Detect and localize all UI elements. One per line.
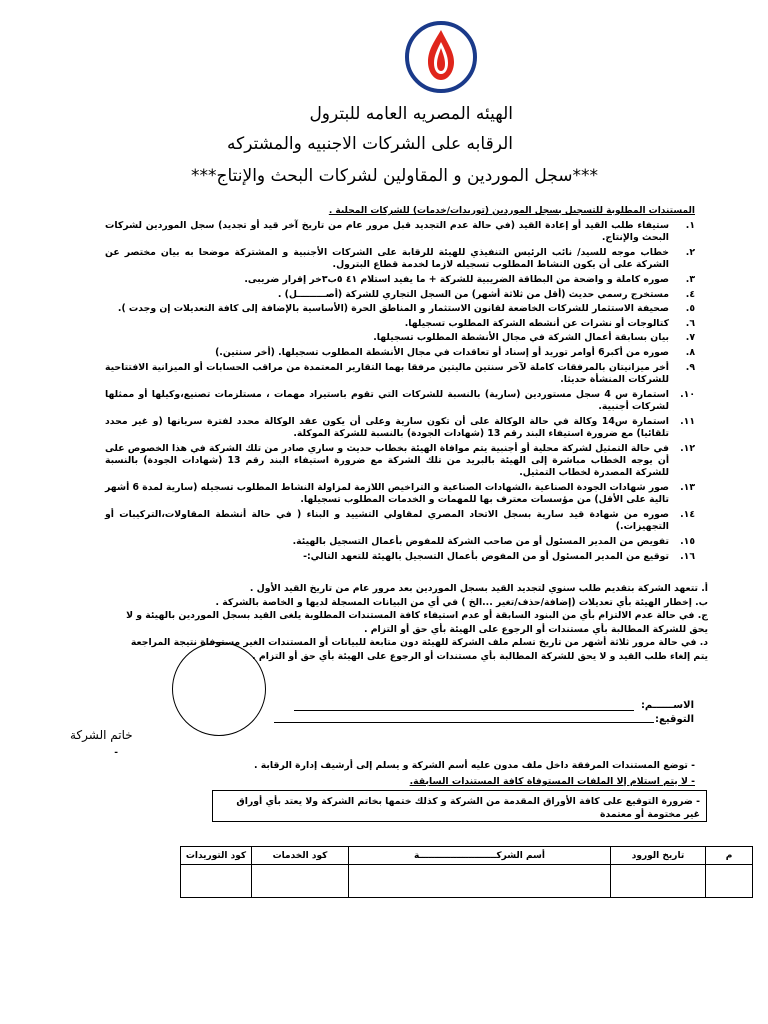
item-text: في حالة التمثيل لشركة محلية أو أجنبية يتم موافاة الهيئة بخطاب حديث و ساري صادر من تلك الشركة في هذا الخصوص على أن يوجه الخطاب مباشرة إلى الهيئة بالبريد من تلك الشركة مع ضرورة استيفاء البند رقم 13 (شهادات الجودة) بالنسبة للشركة المصدرة لخطاب التمثيل. bbox=[105, 442, 670, 479]
item-text: كتالوجات أو نشرات عن أنشطه الشركة المطلوب تسجيلها. bbox=[404, 317, 669, 329]
item-text: توقيع من المدير المسئول أو من المفوض بأعمال التسجيل بالهيئة للتعهد التالي:- bbox=[303, 550, 669, 562]
department-name: الرقابه على الشركات الاجنبيه والمشتركه bbox=[227, 134, 513, 154]
table-header-row bbox=[181, 847, 753, 865]
list-item bbox=[105, 536, 695, 548]
item-text: تفويض من المدير المسئول أو من صاحب الشركة للمفوض بأعمال التسجيل بالهيئة. bbox=[292, 535, 669, 547]
dash-mark: - bbox=[114, 748, 118, 758]
item-text: بيان بسابقة أعمال الشركة في مجال الأنشطة المطلوب تسجيلها. bbox=[373, 332, 669, 344]
table-cell[interactable] bbox=[252, 865, 349, 898]
name-label: الاســــــم: bbox=[640, 700, 694, 711]
item-number: ١٣. bbox=[680, 481, 695, 493]
item-text: صوره من شهادة قيد سارية بسجل الاتحاد المصري لمقاولي التشييد و البناء ( في حالة أنشطة المقاولات،التركيبات أو التجهيزات.) bbox=[105, 508, 669, 533]
list-item bbox=[105, 509, 695, 534]
col-arrival-date: تاريخ الورود bbox=[611, 847, 706, 865]
item-number: ١. bbox=[685, 220, 695, 231]
item-number: ١٠. bbox=[680, 388, 695, 400]
item-text: صور شهادات الجودة الصناعية ،الشهادات الصناعية و التراخيص اللازمة لمزاولة النشاط المطلوب تسجيله (سارية لمدة 6 أشهر تالية على الأقل) من مؤسسات معترف بها للمهمات و الخدمات المطلوب تسجيلها. bbox=[105, 481, 669, 506]
list-item bbox=[105, 416, 695, 441]
undertaking-item: ب. إخطار الهيئة بأي تعديلات (إضافة/حذف/تغير ...الخ ) في أي من البيانات المسجلة لديها و الخاصة بالشركة . bbox=[215, 596, 708, 608]
list-item bbox=[105, 303, 695, 315]
item-number: ٦. bbox=[685, 317, 695, 329]
item-number: ١٢. bbox=[680, 442, 695, 454]
signature-line[interactable] bbox=[274, 722, 654, 723]
note-complete-files-text: - لا يتم استلام إلا الملفات المستوفاة كافة المستندات السابقة. bbox=[409, 776, 695, 787]
requirements-list bbox=[105, 220, 695, 565]
item-text: استمارة س14 وكالة في حالة الوكالة على أن تكون سارية وعلى أن يكون عقد الوكالة محدد لفترة سريانها (و غير محدد تلقائيا) مع ضرورة استيفاء البند رقم 13 (شهادات الجودة) بالنسبة للشركة الموكلة. bbox=[105, 415, 669, 439]
table-cell[interactable] bbox=[181, 865, 252, 898]
signature-requirement-box: - ضرورة التوقيع على كافة الأوراق المقدمة من الشركة و كذلك ختمها بخاتم الشركة ولا يعتد بأي أوراق غير مختومة أو معتمدة bbox=[212, 790, 707, 822]
table-cell[interactable] bbox=[349, 865, 611, 898]
item-number: ١٤. bbox=[680, 508, 695, 520]
col-supplies-code: كود التوريدات bbox=[181, 847, 252, 865]
requirements-title: المستندات المطلوبة للتسجيل بسجل الموردين (توريدات/خدمات) للشركات المحلية . bbox=[328, 206, 695, 216]
company-stamp-area bbox=[172, 642, 266, 736]
table-cell[interactable] bbox=[611, 865, 706, 898]
list-item bbox=[105, 318, 695, 330]
item-number: ٢. bbox=[685, 247, 695, 258]
signature-label: التوقيع: bbox=[655, 714, 694, 725]
undertaking-item: أ. تتعهد الشركة بتقديم طلب سنوي لتجديد القيد بسجل الموردين بعد مرور عام من تاريخ القيد الأول . bbox=[249, 583, 708, 594]
list-item bbox=[105, 389, 695, 414]
item-number: ٣. bbox=[685, 274, 695, 285]
list-item bbox=[105, 289, 695, 301]
col-services-code: كود الخدمات bbox=[252, 847, 349, 865]
item-text: ستيفاء طلب القيد أو إعادة القيد (في حالة عدم التجديد قبل مرور عام من تاريخ آخر قيد أو تجديد) سجل الموردين لشركات البحث والإنتاج. bbox=[105, 220, 669, 244]
note-complete-files bbox=[410, 776, 695, 787]
col-company-name: أسم الشركـــــــــــــــــــــــــة bbox=[349, 847, 611, 865]
item-number: ٥. bbox=[685, 303, 695, 315]
name-line[interactable] bbox=[294, 710, 634, 711]
register-title: ***سجل الموردين و المقاولين لشركات البحث والإنتاج*** bbox=[190, 166, 598, 186]
list-item bbox=[105, 443, 695, 480]
list-item bbox=[105, 332, 695, 344]
egpc-logo bbox=[404, 20, 478, 94]
item-text: استمارة س 4 سجل مستوردين (سارية) بالنسبة للشركات التي تقوم باستيراد مهمات ، مستلزمات تصنيع،وكيلها أو ممثلها لشركات أجنبية. bbox=[105, 388, 669, 412]
org-name: الهيئه المصريه العامه للبترول bbox=[309, 104, 513, 124]
item-number: ١٦. bbox=[680, 550, 695, 562]
registration-table bbox=[180, 846, 753, 898]
col-serial: م bbox=[706, 847, 753, 865]
list-item bbox=[105, 347, 695, 359]
table-cell[interactable] bbox=[706, 865, 753, 898]
item-text: صحيفة الاستثمار للشركات الخاضعة لقانون الاستثمار و المناطق الحرة (الأساسية بالإضافة إلى كافة التعديلات إن وجدت ). bbox=[117, 303, 669, 315]
list-item bbox=[105, 482, 695, 507]
list-item bbox=[105, 220, 695, 245]
item-text: مستخرج رسمي حديث (أقل من ثلاثة أشهر) من السجل التجاري للشركة (أصـــــــــل) . bbox=[277, 288, 669, 300]
list-item bbox=[105, 362, 695, 387]
stamp-label: خاتم الشركة bbox=[70, 728, 133, 742]
item-number: ٤. bbox=[685, 288, 695, 300]
item-number: ١١. bbox=[680, 415, 695, 427]
item-number: ٧. bbox=[685, 332, 695, 344]
list-item bbox=[105, 551, 695, 563]
list-item bbox=[105, 274, 695, 286]
list-item bbox=[105, 247, 695, 272]
item-number: ١٥. bbox=[680, 535, 695, 547]
item-number: ٩. bbox=[685, 361, 695, 373]
undertaking-item: ج. في حالة عدم الالتزام بأي من البنود السابقة أو عدم استيفاء كافة المستندات المطلوبة يلغى القيد بسجل الموردين بالهيئة و لا يحق للشركة المطالبة بأي مستندات أو الرجوع على الهيئة بأي حق أو التزام . bbox=[126, 610, 708, 635]
item-text: خطاب موجه للسيد/ نائب الرئيس التنفيذي للهيئة للرقابة على الشركات الأجنبية و المشتركة موضحا به بيان مختصر عن الشركة على أن يكون النشاط المطلوب تسجيله لازما لخدمة قطاع البترول. bbox=[105, 247, 669, 271]
table-row bbox=[181, 865, 753, 898]
note-submission: - توضع المستندات المرفقة داخل ملف مدون عليه أسم الشركة و يسلم إلى أرشيف إدارة الرقابة . bbox=[254, 760, 695, 771]
item-text: أخر ميزانيتان بالمرفقات كاملة لآخر سنتين ماليتين مرفقا بهما التقارير المعتمدة من مراقب الحسابات أو الميزانية الافتتاحية للشركات المنشأة حديثا. bbox=[105, 361, 669, 385]
item-text: صوره من أكبر6 أوامر توريد أو إسناد أو تعاقدات في مجال الأنشطة المطلوب تسجيلها. (أخر سنتين.) bbox=[215, 346, 669, 358]
item-number: ٨. bbox=[685, 346, 695, 358]
undertaking-item: د. في حالة مرور ثلاثة أشهر من تاريخ تسلم ملف الشركة للهيئة دون متابعة للبيانات أو المستندات الغير مستوفاة نتيجة المراجعة يتم إلغاء طلب القيد و لا يحق للشركة المطالبة بأي مستندات أو الرجوع على الهيئة بأي حق أو التزام . bbox=[130, 637, 708, 662]
item-text: صوره كاملة و واضحة من البطاقة الضريبية للشركة + ما يفيد استلام ٤١ ٥ب٣خر إقرار ضريبى. bbox=[244, 274, 669, 285]
